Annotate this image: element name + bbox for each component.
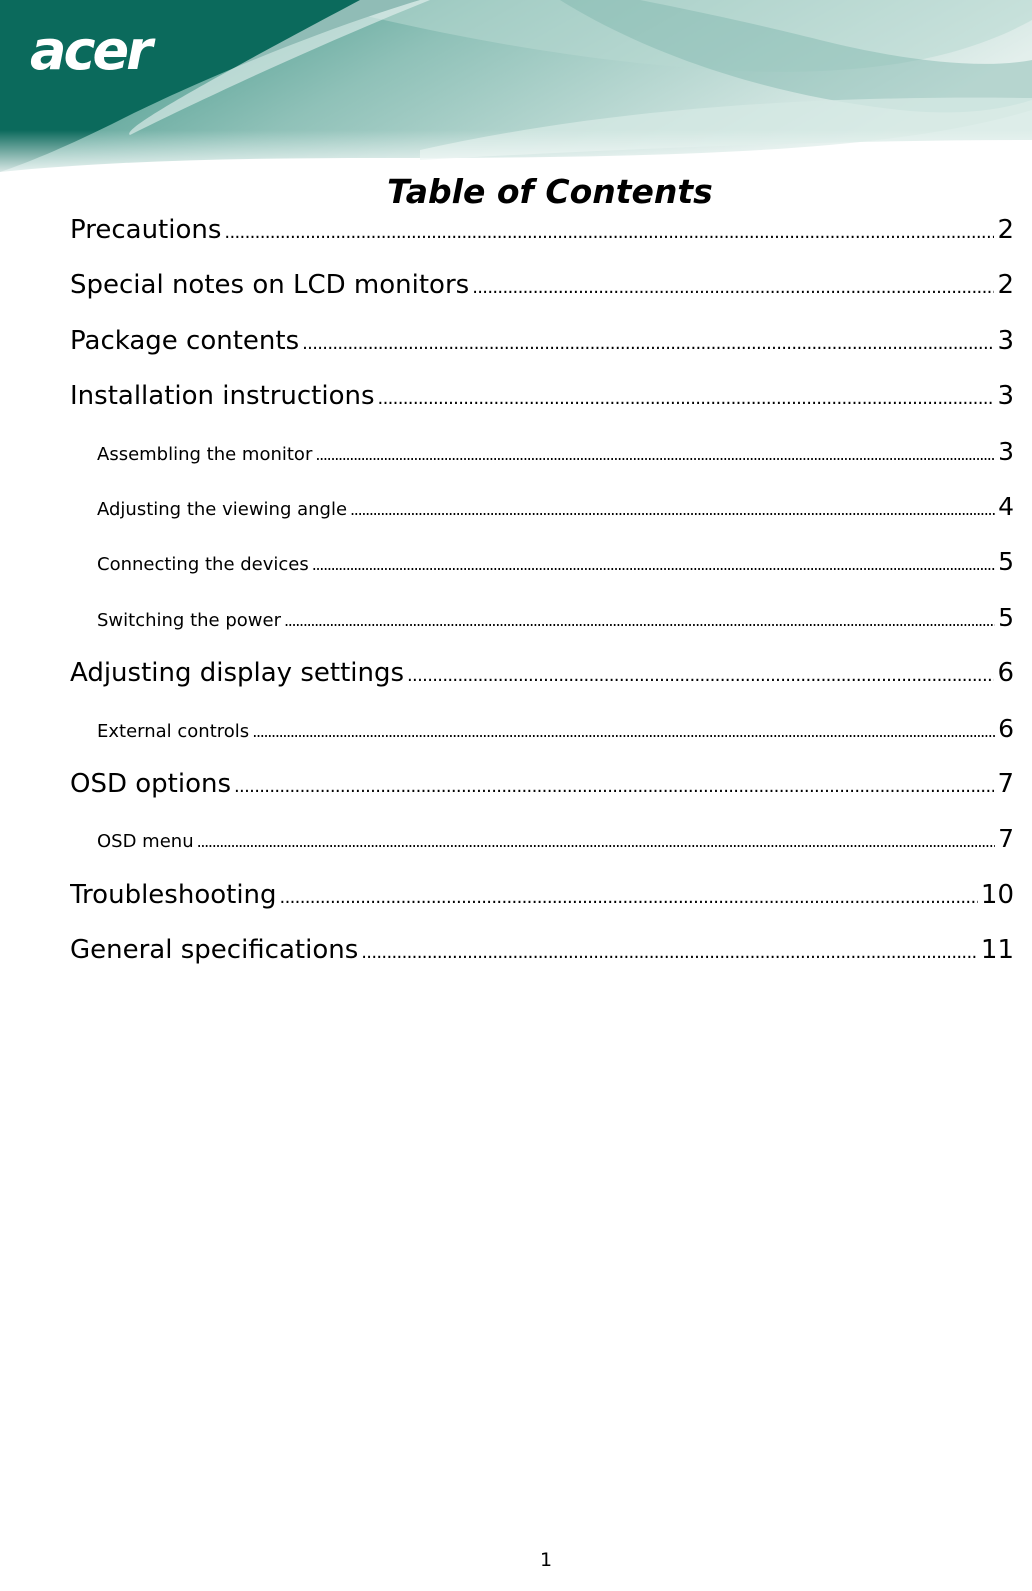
toc-entry-page: 3 (998, 436, 1014, 466)
acer-logo: acer (30, 19, 150, 82)
page-number: 1 (539, 1549, 553, 1571)
header-banner (0, 0, 1032, 180)
toc-entry-label: OSD options (70, 768, 232, 799)
dot-leader (407, 653, 994, 696)
toc-entry-page: 7 (997, 768, 1014, 799)
toc-entry-label: Package contents (70, 325, 300, 356)
toc-entry-label: OSD menu (97, 831, 194, 853)
toc-entry-viewing-angle[interactable] (70, 487, 1014, 542)
toc-entry-label: General specifications (70, 935, 359, 966)
toc-entry-general-specifications[interactable] (70, 930, 1014, 985)
toc-entry-precautions[interactable] (70, 210, 1014, 265)
dot-leader (280, 875, 978, 918)
toc-entry-osd-options[interactable] (70, 764, 1014, 819)
toc-entry-page: 10 (980, 879, 1014, 910)
dot-leader (234, 764, 994, 807)
toc-entry-installation[interactable] (70, 376, 1014, 431)
toc-entry-display-settings[interactable] (70, 653, 1014, 708)
dot-leader (378, 376, 995, 419)
toc-entry-page: 5 (998, 602, 1014, 632)
toc-entry-switching-power[interactable] (70, 598, 1014, 653)
dot-leader (284, 601, 995, 641)
toc-entry-label: Troubleshooting (70, 879, 277, 910)
table-of-contents (70, 210, 1014, 985)
toc-entry-label: Assembling the monitor (97, 443, 313, 465)
toc-entry-page: 5 (998, 547, 1014, 577)
toc-entry-label: Connecting the devices (97, 554, 309, 576)
dot-leader (472, 265, 994, 308)
toc-entry-page: 4 (998, 491, 1014, 521)
toc-entry-label: Special notes on LCD monitors (70, 270, 470, 301)
toc-entry-special-notes[interactable] (70, 265, 1014, 320)
toc-entry-external-controls[interactable] (70, 709, 1014, 764)
toc-entry-label: Adjusting the viewing angle (97, 498, 348, 520)
toc-entry-page: 6 (998, 713, 1014, 743)
dot-leader (361, 930, 978, 973)
page-title: Table of Contents (387, 172, 713, 211)
toc-entry-connecting[interactable] (70, 542, 1014, 597)
dot-leader (315, 435, 995, 475)
toc-entry-label: Installation instructions (70, 381, 375, 412)
toc-entry-page: 2 (997, 270, 1014, 301)
toc-entry-label: Adjusting display settings (70, 658, 405, 689)
toc-entry-label: Precautions (70, 215, 222, 245)
dot-leader (350, 490, 995, 530)
toc-entry-page: 7 (998, 824, 1014, 854)
toc-entry-osd-menu[interactable] (70, 819, 1014, 874)
dot-leader (252, 712, 995, 752)
dot-leader (302, 321, 994, 364)
toc-entry-page: 6 (997, 658, 1014, 689)
dot-leader (312, 545, 995, 585)
toc-entry-package-contents[interactable] (70, 321, 1014, 376)
toc-entry-page: 3 (997, 325, 1014, 356)
dot-leader (224, 210, 994, 253)
toc-entry-page: 3 (997, 381, 1014, 412)
toc-entry-page: 2 (997, 215, 1014, 245)
toc-entry-label: Switching the power (97, 609, 281, 631)
toc-entry-page: 11 (980, 935, 1014, 966)
dot-leader (197, 822, 995, 862)
toc-entry-assembling[interactable] (70, 432, 1014, 487)
toc-entry-troubleshooting[interactable] (70, 875, 1014, 930)
toc-entry-label: External controls (97, 720, 250, 742)
